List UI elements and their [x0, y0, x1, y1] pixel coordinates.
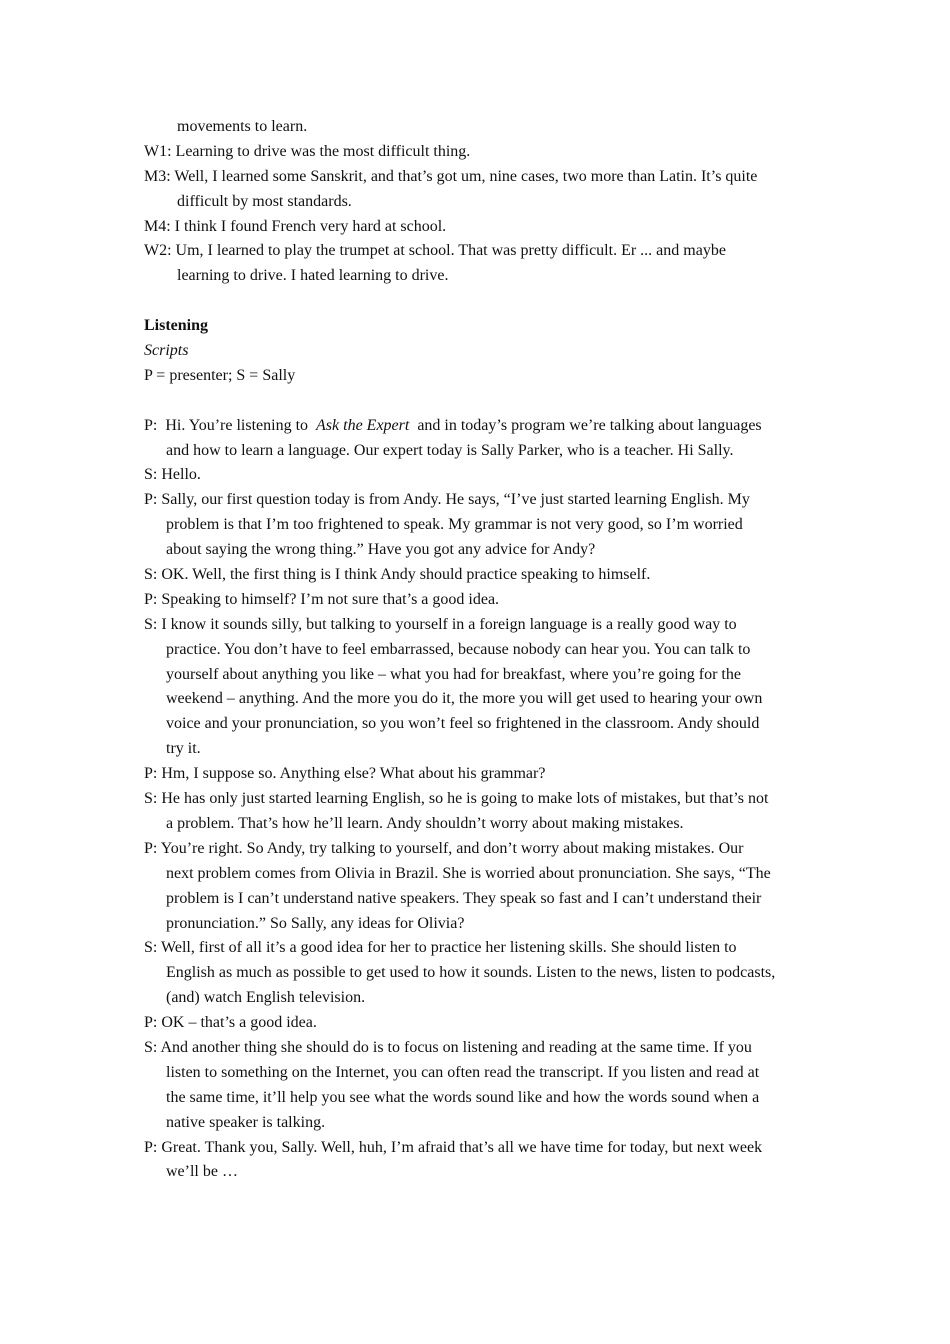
text-line: M4: I think I found French very hard at school. — [144, 217, 447, 235]
script-line: P: You’re right. So Andy, try talking to yourself, and don’t worry about making mistakes. Our — [144, 839, 744, 857]
section-subheading: Scripts — [144, 342, 189, 360]
script-line: next problem comes from Olivia in Brazil. She is worried about pronunciation. She says, “The — [166, 864, 771, 882]
text-line: learning to drive. I hated learning to drive. — [177, 267, 449, 285]
spacer — [144, 389, 824, 414]
script-line: we’ll be … — [166, 1163, 238, 1181]
section-heading: Listening — [144, 317, 209, 335]
program-title: Ask the Expert — [316, 416, 410, 434]
script-line: P: Great. Thank you, Sally. Well, huh, I’m afraid that’s all we have time for today, but next week — [144, 1138, 763, 1156]
text-line: movements to learn. — [177, 118, 308, 135]
script-line: problem is I can’t understand native speakers. They speak so fast and I can’t understand their — [166, 889, 762, 907]
script-line-with-title — [144, 414, 824, 439]
script-line: a problem. That’s how he’ll learn. Andy shouldn’t worry about making mistakes. — [166, 814, 684, 832]
script-line: S: And another thing she should do is to focus on listening and reading at the same time. If you — [144, 1038, 752, 1056]
script-line: weekend – anything. And the more you do it, the more you will get used to hearing your own — [166, 690, 763, 708]
script-line: S: Well, first of all it’s a good idea for her to practice her listening skills. She should listen to — [144, 939, 737, 957]
text-line: W1: Learning to drive was the most difficult thing. — [144, 142, 471, 160]
script-line: S: He has only just started learning English, so he is going to make lots of mistakes, but that’s not — [144, 790, 769, 808]
script-line: S: I know it sounds silly, but talking to yourself in a foreign language is a really good way to — [144, 615, 737, 633]
script-line: (and) watch English television. — [166, 989, 366, 1007]
script-line: P: Speaking to himself? I’m not sure that’s a good idea. — [144, 590, 500, 608]
script-line: P: Sally, our first question today is from Andy. He says, “I’ve just started learning English. My — [144, 491, 750, 509]
script-body — [144, 439, 824, 1186]
script-line: about saying the wrong thing.” Have you got any advice for Andy? — [166, 541, 596, 559]
text-line: W2: Um, I learned to play the trumpet at school. That was pretty difficult. Er ... and maybe — [144, 242, 726, 260]
script-line: problem is that I’m too frightened to speak. My grammar is not very good, so I’m worried — [166, 516, 743, 534]
text-line: difficult by most standards. — [177, 192, 352, 210]
text-line: M3: Well, I learned some Sanskrit, and that’s got um, nine cases, two more than Latin. It’s quite — [144, 167, 758, 185]
script-line: listen to something on the Internet, you can often read the transcript. If you listen and read at — [166, 1063, 760, 1081]
document-page — [144, 115, 824, 1185]
script-line: voice and your pronunciation, so you won’t feel so frightened in the classroom. Andy should — [166, 715, 760, 733]
script-line: and how to learn a language. Our expert today is Sally Parker, who is a teacher. Hi Sally. — [166, 441, 734, 459]
script-line: practice. You don’t have to feel embarrassed, because nobody can hear you. You can talk to — [166, 640, 751, 658]
script-line: P: Hm, I suppose so. Anything else? What about his grammar? — [144, 765, 546, 783]
speaker-key: P = presenter; S = Sally — [144, 366, 296, 384]
script-line: English as much as possible to get used to how it sounds. Listen to the news, listen to podcasts, — [166, 964, 776, 982]
script-line-prefix: P: Hi. You’re listening to — [144, 416, 317, 434]
script-line: try it. — [166, 740, 201, 758]
spacer — [144, 289, 824, 314]
script-line: P: OK – that’s a good idea. — [144, 1014, 317, 1032]
script-line: yourself about anything you like – what you had for breakfast, where you’re going for the — [166, 665, 741, 683]
script-line: S: OK. Well, the first thing is I think Andy should practice speaking to himself. — [144, 566, 651, 584]
script-line: native speaker is talking. — [166, 1113, 326, 1131]
script-line-suffix: and in today’s program we’re talking about languages — [409, 416, 762, 434]
script-line: S: Hello. — [144, 466, 201, 484]
script-line: pronunciation.” So Sally, any ideas for Olivia? — [166, 914, 465, 932]
script-line: the same time, it’ll help you see what the words sound like and how the words sound when a — [166, 1088, 760, 1106]
